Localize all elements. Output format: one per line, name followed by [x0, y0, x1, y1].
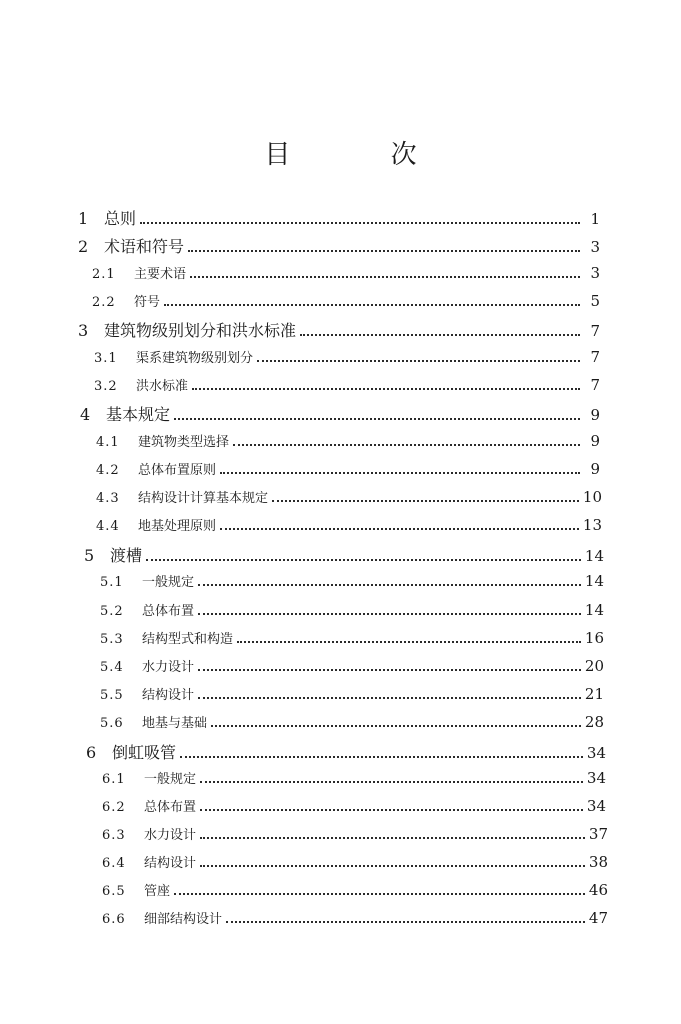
entry-page: 3	[590, 264, 600, 282]
dot-leader	[190, 269, 580, 278]
entry-page: 7	[590, 348, 600, 366]
dot-leader	[200, 774, 583, 783]
entry-number: 5.2	[100, 604, 124, 619]
toc-entry[interactable]	[96, 431, 600, 450]
entry-number: 6.5	[102, 884, 126, 899]
entry-label: 结构设计	[144, 856, 197, 871]
toc-entry[interactable]	[80, 402, 600, 425]
toc-entry[interactable]	[78, 206, 600, 229]
toc-entry[interactable]	[92, 291, 600, 310]
entry-page: 47	[588, 909, 608, 927]
dot-leader	[146, 550, 581, 561]
entry-page: 38	[588, 853, 608, 871]
entry-number: 4	[80, 405, 91, 424]
entry-number: 6.6	[102, 912, 126, 927]
toc-entry[interactable]	[96, 487, 602, 506]
dot-leader	[220, 521, 579, 530]
entry-label: 地基处理原则	[138, 519, 217, 534]
entry-label: 基本规定	[106, 405, 171, 424]
dot-leader	[226, 914, 585, 923]
entry-number: 4.3	[96, 491, 120, 506]
dot-leader	[198, 577, 581, 586]
entry-label: 细部结构设计	[144, 912, 223, 927]
entry-number: 6.1	[102, 772, 126, 787]
entry-label: 一般规定	[144, 772, 197, 787]
entry-label: 一般规定	[142, 575, 195, 590]
entry-number: 3.2	[94, 379, 118, 394]
dot-leader	[237, 634, 581, 643]
toc-entry[interactable]	[84, 543, 604, 566]
entry-label: 总体布置	[142, 604, 195, 619]
entry-page: 34	[586, 797, 606, 815]
entry-page: 1	[590, 210, 600, 228]
entry-page: 9	[590, 432, 600, 450]
entry-page: 16	[584, 629, 604, 647]
dot-leader	[200, 830, 585, 839]
entry-page: 13	[582, 516, 602, 534]
entry-label: 水力设计	[144, 828, 197, 843]
toc-entry[interactable]	[100, 600, 604, 619]
entry-page: 5	[590, 292, 600, 310]
toc-entry[interactable]	[100, 712, 604, 731]
entry-number: 2.1	[92, 267, 116, 282]
entry-page: 14	[584, 601, 604, 619]
entry-number: 3	[78, 321, 89, 340]
toc-entry[interactable]	[78, 318, 600, 341]
toc-entry[interactable]	[102, 852, 608, 871]
entry-label: 建筑物类型选择	[138, 435, 230, 450]
entry-number: 4.1	[96, 435, 120, 450]
entry-label: 结构型式和构造	[142, 632, 234, 647]
entry-label: 倒虹吸管	[112, 743, 177, 762]
entry-page: 9	[590, 460, 600, 478]
entry-page: 14	[584, 572, 604, 590]
entry-page: 37	[588, 825, 608, 843]
toc-entry[interactable]	[92, 263, 600, 282]
toc-entry[interactable]	[102, 796, 606, 815]
dot-leader	[233, 437, 580, 446]
dot-leader	[180, 747, 583, 758]
toc-entry[interactable]	[96, 515, 602, 534]
toc-entry[interactable]	[102, 880, 608, 899]
dot-leader	[200, 802, 583, 811]
entry-number: 4.4	[96, 519, 120, 534]
entry-number: 5.4	[100, 660, 124, 675]
toc-entry[interactable]	[86, 740, 606, 763]
dot-leader	[198, 690, 581, 699]
toc-entry[interactable]	[100, 571, 604, 590]
entry-page: 7	[590, 376, 600, 394]
entry-page: 46	[588, 881, 608, 899]
dot-leader	[300, 325, 580, 336]
entry-page: 7	[590, 322, 600, 340]
entry-label: 管座	[144, 884, 171, 899]
dot-leader	[198, 606, 581, 615]
entry-number: 5.3	[100, 632, 124, 647]
toc-entry[interactable]	[102, 824, 608, 843]
entry-number: 5	[84, 546, 95, 565]
entry-page: 10	[582, 488, 602, 506]
dot-leader	[211, 718, 581, 727]
entry-label: 建筑物级别划分和洪水标准	[104, 321, 297, 340]
dot-leader	[200, 858, 585, 867]
page-title: 目 次	[264, 140, 463, 170]
entry-label: 总则	[104, 209, 137, 228]
entry-number: 4.2	[96, 463, 120, 478]
entry-number: 6	[86, 743, 97, 762]
entry-number: 2.2	[92, 295, 116, 310]
toc-entry[interactable]	[100, 656, 604, 675]
entry-page: 34	[586, 744, 606, 762]
entry-page: 9	[590, 406, 600, 424]
entry-label: 结构设计	[142, 688, 195, 703]
dot-leader	[198, 662, 581, 671]
entry-page: 21	[584, 685, 604, 703]
entry-label: 地基与基础	[142, 716, 208, 731]
entry-number: 6.3	[102, 828, 126, 843]
toc-entry[interactable]	[100, 628, 604, 647]
dot-leader	[174, 886, 585, 895]
entry-number: 5.5	[100, 688, 124, 703]
dot-leader	[174, 409, 580, 420]
entry-label: 渠系建筑物级别划分	[136, 351, 254, 366]
dot-leader	[257, 353, 580, 362]
dot-leader	[220, 465, 580, 474]
entry-label: 总体布置原则	[138, 463, 217, 478]
entry-number: 6.2	[102, 800, 126, 815]
entry-page: 3	[590, 238, 600, 256]
entry-label: 渡槽	[110, 546, 143, 565]
entry-page: 34	[586, 769, 606, 787]
entry-label: 结构设计计算基本规定	[138, 491, 269, 506]
entry-number: 1	[78, 209, 89, 228]
entry-page: 28	[584, 713, 604, 731]
dot-leader	[192, 381, 580, 390]
entry-label: 术语和符号	[104, 237, 185, 256]
entry-number: 2	[78, 237, 89, 256]
toc-entry[interactable]	[94, 347, 600, 366]
dot-leader	[188, 241, 580, 252]
entry-number: 6.4	[102, 856, 126, 871]
entry-label: 水力设计	[142, 660, 195, 675]
entry-label: 符号	[134, 295, 161, 310]
toc-entry[interactable]	[96, 459, 600, 478]
dot-leader	[140, 213, 580, 224]
entry-number: 3.1	[94, 351, 118, 366]
entry-label: 主要术语	[134, 267, 187, 282]
entry-number: 5.6	[100, 716, 124, 731]
entry-label: 洪水标准	[136, 379, 189, 394]
toc-entry[interactable]	[78, 234, 600, 257]
entry-number: 5.1	[100, 575, 124, 590]
dot-leader	[164, 297, 580, 306]
toc-entry[interactable]	[100, 684, 604, 703]
toc-entry[interactable]	[102, 908, 608, 927]
entry-page: 20	[584, 657, 604, 675]
dot-leader	[272, 493, 579, 502]
entry-page: 14	[584, 547, 604, 565]
entry-label: 总体布置	[144, 800, 197, 815]
toc-entry[interactable]	[94, 375, 600, 394]
toc-entry[interactable]	[102, 768, 606, 787]
